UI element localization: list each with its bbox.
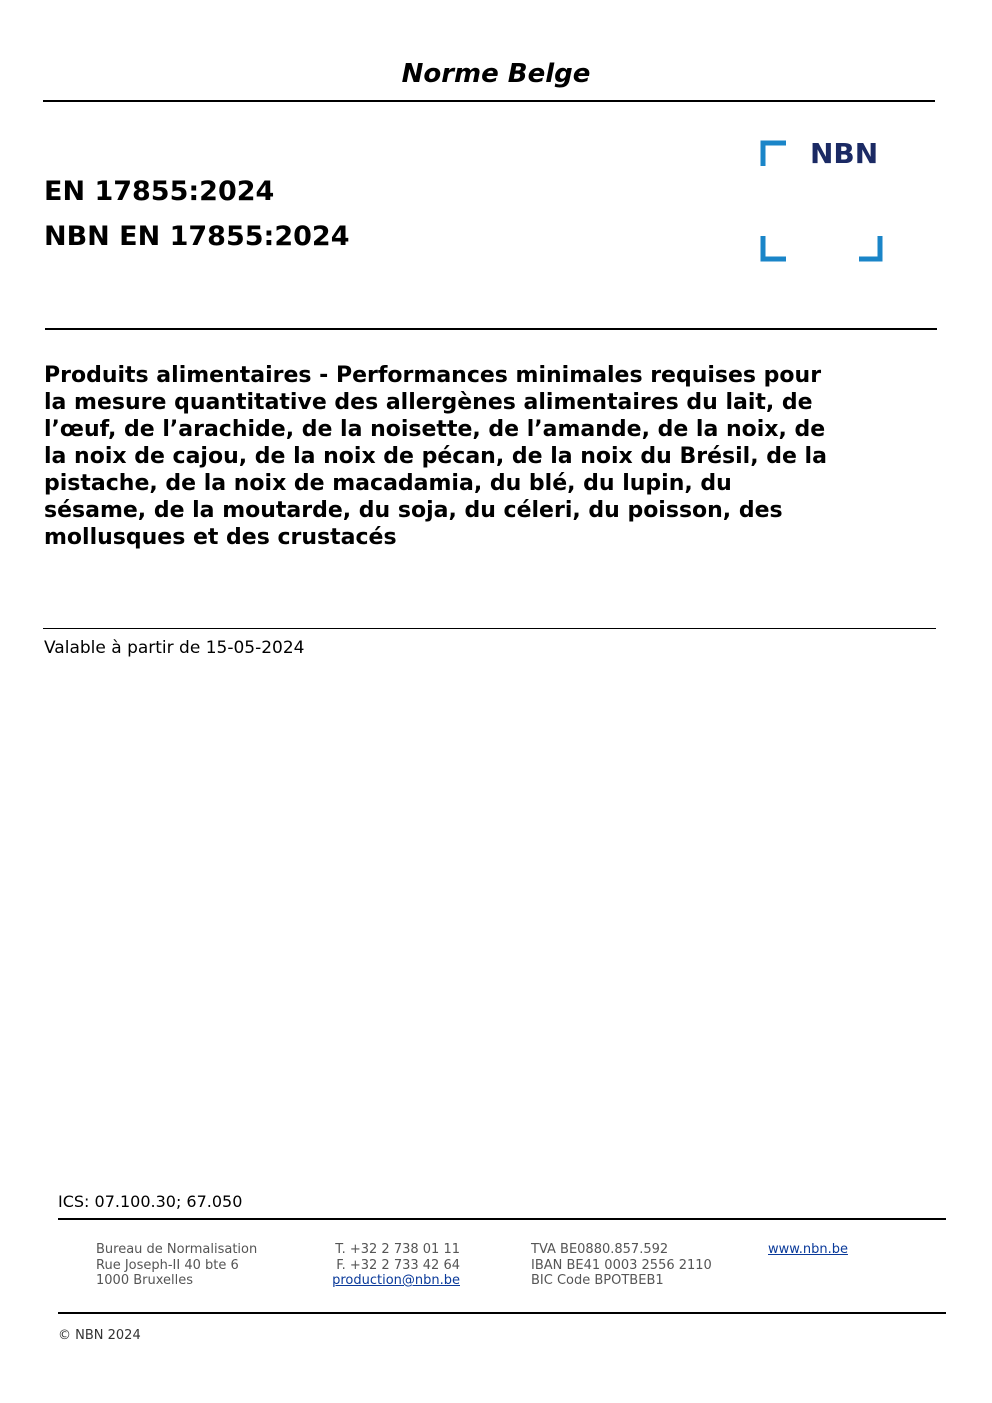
ics-codes: ICS: 07.100.30; 67.050 <box>58 1192 243 1211</box>
title-top-divider <box>45 328 937 330</box>
vat-number: TVA BE0880.857.592 <box>531 1242 669 1257</box>
en-standard-number: EN 17855:2024 <box>44 176 275 207</box>
document-title-line: pistache, de la noix de macadamia, du blé, du lupin, du <box>44 471 732 496</box>
website-link[interactable]: www.nbn.be <box>768 1242 848 1257</box>
fax-number: F. +32 2 733 42 64 <box>336 1257 460 1273</box>
page-header-title: Norme Belge <box>401 59 591 89</box>
address-line: Bureau de Normalisation <box>96 1242 258 1257</box>
footer-bottom-divider <box>58 1312 946 1314</box>
footer-website <box>768 1242 848 1258</box>
iban-number: IBAN BE41 0003 2556 2110 <box>531 1257 712 1273</box>
validity-divider <box>43 628 936 629</box>
valid-from-date: Valable à partir de 15-05-2024 <box>44 638 305 658</box>
bic-code: BIC Code BPOTBEB1 <box>531 1273 664 1288</box>
footer-contact <box>310 1242 460 1289</box>
footer-top-divider <box>58 1218 946 1220</box>
document-title <box>44 362 904 551</box>
document-title-line: l’œuf, de l’arachide, de la noisette, de l’amande, de la noix, de <box>44 417 826 442</box>
document-title-line: la mesure quantitative des allergènes alimentaires du lait, de <box>44 390 813 415</box>
phone-number: T. +32 2 738 01 11 <box>335 1242 460 1257</box>
footer-address <box>96 1242 257 1289</box>
address-line: 1000 Bruxelles <box>96 1273 194 1288</box>
header-divider <box>43 100 935 102</box>
logo-bracket-top-left <box>763 143 786 166</box>
document-title-line: la noix de cajou, de la noix de pécan, de la noix du Brésil, de la <box>44 444 827 469</box>
document-title-line: mollusques et des crustacés <box>44 525 397 550</box>
nbn-standard-number: NBN EN 17855:2024 <box>44 221 350 252</box>
footer-banking <box>531 1242 712 1289</box>
address-line: Rue Joseph-II 40 bte 6 <box>96 1257 239 1273</box>
logo-bracket-bottom-left <box>763 236 786 259</box>
document-title-line: Produits alimentaires - Performances minimales requises pour <box>44 363 822 388</box>
logo-bracket-bottom-right <box>859 236 880 259</box>
email-link[interactable]: production@nbn.be <box>332 1273 460 1288</box>
copyright-notice: © NBN 2024 <box>58 1328 141 1343</box>
nbn-logo-text: NBN <box>810 137 879 170</box>
document-title-line: sésame, de la moutarde, du soja, du céleri, du poisson, des <box>44 498 783 523</box>
